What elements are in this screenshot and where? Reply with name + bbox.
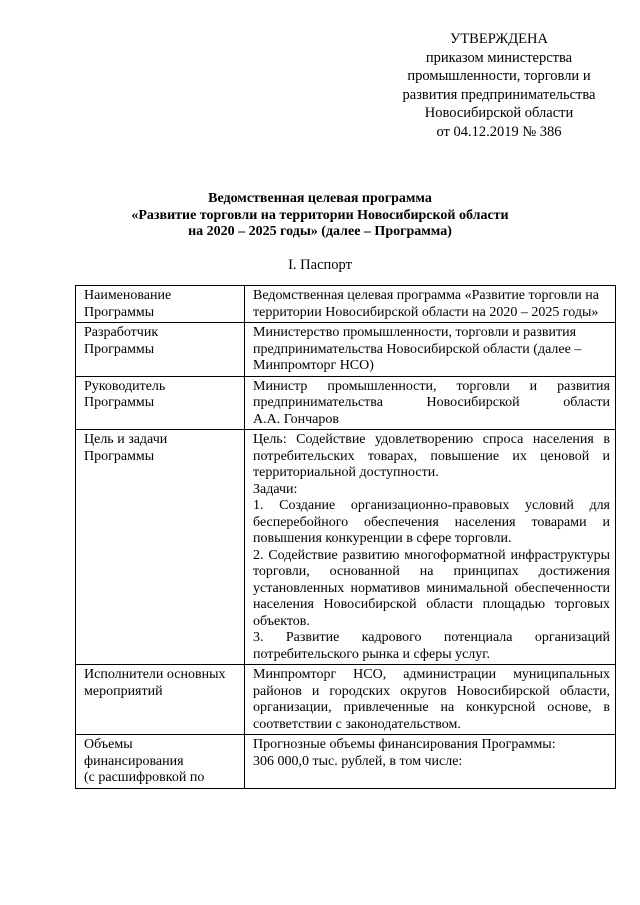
table-row xyxy=(76,430,616,665)
approval-date-number: от 04.12.2019 № 386 xyxy=(436,123,562,140)
row-value xyxy=(245,376,616,430)
label-line: финансирования xyxy=(84,753,184,769)
section-heading: I. Паспорт xyxy=(288,257,352,273)
row-value xyxy=(245,665,616,735)
row-value xyxy=(245,286,616,323)
table-row xyxy=(76,376,616,430)
row-value xyxy=(245,735,616,789)
passport-table xyxy=(75,285,616,789)
row-label xyxy=(76,323,245,377)
task-item: 2. Содействие развитию многоформатной инфраструктуры торговли, основанной на принципах достижения установленных нормативов минимальной обеспеченности населения Новосибирской области площадью торговых объектов. xyxy=(253,547,610,629)
document-title xyxy=(0,191,640,241)
label-line: Разработчик xyxy=(84,325,159,340)
approval-block xyxy=(384,30,614,141)
label-line: (с расшифровкой по xyxy=(84,770,205,785)
row-label xyxy=(76,430,245,665)
label-line: Цель и задачи xyxy=(84,432,168,447)
approval-line: развития предпринимательства xyxy=(402,86,596,103)
value-text: Министр промышленности, торговли и развития предпринимательства Новосибирской области xyxy=(253,378,610,410)
label-line: Программы xyxy=(84,341,155,357)
label-line: Объемы xyxy=(84,737,133,752)
table-row xyxy=(76,735,616,789)
value-text: Минпромторг НСО, администрации муниципальных районов и городских округов Новосибирской области, организации, привлеченные на конкурсной основе, в соответствии с законодательством. xyxy=(253,667,610,732)
value-text: Прогнозные объемы финансирования Программы: xyxy=(253,737,556,752)
label-line: Наименование xyxy=(84,288,172,303)
row-label xyxy=(76,735,245,789)
title-line: на 2020 – 2025 годы» (далее – Программа) xyxy=(188,224,452,239)
row-label xyxy=(76,376,245,430)
task-item: 3. Развитие кадрового потенциала организаций потребительского рынка и сферы услуг. xyxy=(253,630,610,662)
row-value xyxy=(245,430,616,665)
label-line: Программы xyxy=(84,395,155,410)
label-line: Руководитель xyxy=(84,378,166,394)
label-line: Программы xyxy=(84,448,155,464)
row-label xyxy=(76,665,245,735)
goal-text: Цель: Содействие удовлетворению спроса населения в потребительских товарах, повышение их ценовой и территориальной доступности. xyxy=(253,432,610,480)
row-label xyxy=(76,286,245,323)
value-text: Министерство промышленности, торговли и развития предпринимательства Новосибирской области (далее – Минпромторг НСО) xyxy=(253,325,582,373)
tasks-heading: Задачи: xyxy=(253,481,298,497)
label-line: мероприятий xyxy=(84,683,163,699)
approval-line: Новосибирской области xyxy=(424,105,574,121)
table-row xyxy=(76,665,616,735)
approval-line: приказом министерства xyxy=(425,49,573,66)
label-line: Исполнители основных xyxy=(84,667,226,682)
value-text: Ведомственная целевая программа «Развитие торговли на территории Новосибирской области на 2020 – 2025 годы» xyxy=(253,288,599,320)
row-value xyxy=(245,323,616,377)
value-text: 306 000,0 тыс. рублей, в том числе: xyxy=(253,753,463,769)
task-item: 1. Создание организационно-правовых условий для бесперебойного обеспечения населения товарами и повышения конкуренции в сфере торговли. xyxy=(253,498,610,546)
value-text: А.А. Гончаров xyxy=(253,411,339,427)
label-line: Программы xyxy=(84,304,155,320)
approval-status: УТВЕРЖДЕНА xyxy=(450,31,548,47)
title-line: «Развитие торговли на территории Новосибирской области xyxy=(131,207,509,223)
table-row xyxy=(76,286,616,323)
table-row xyxy=(76,323,616,377)
approval-line: промышленности, торговли и xyxy=(407,68,591,84)
title-line: Ведомственная целевая программа xyxy=(208,191,432,206)
